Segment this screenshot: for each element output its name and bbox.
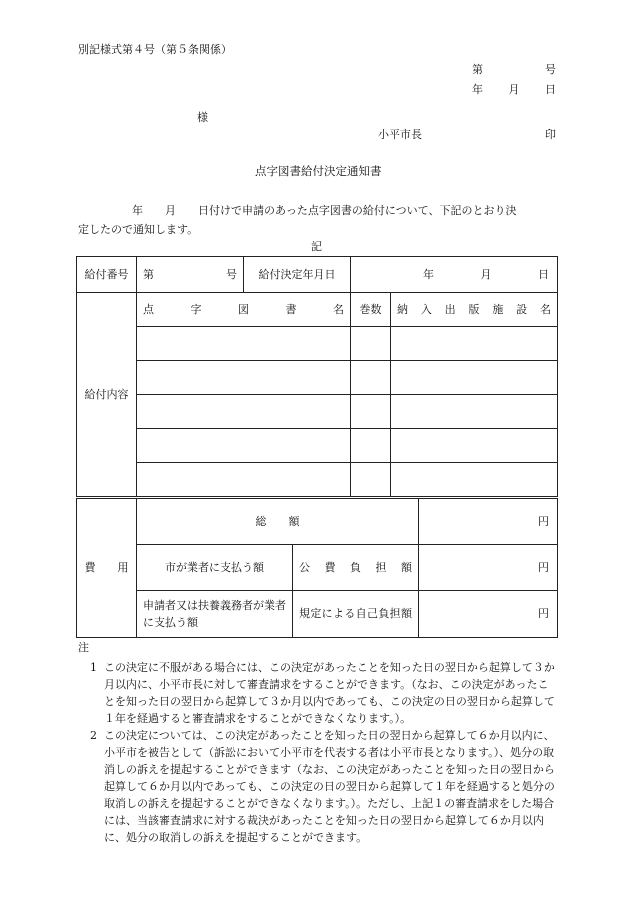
publisher-cell	[391, 463, 558, 497]
table-row	[77, 327, 558, 361]
volumes-cell	[351, 463, 391, 497]
cost-table	[76, 498, 558, 638]
book-name-header: 点 字 図 書 名	[137, 293, 351, 327]
book-name-cell	[137, 327, 351, 361]
publisher-header: 納入出版施設名	[391, 293, 558, 327]
intro-text-line1: 年 月 日付けで申請のあった点字図書の給付について、下記のとおり決	[132, 204, 517, 217]
benefit-number-cell: 第 号	[137, 257, 244, 293]
benefit-content-label: 給付内容	[77, 293, 137, 497]
city-pays-label: 市が業者に支払う額	[137, 545, 293, 591]
book-name-cell	[137, 395, 351, 429]
intro-text-line2: 定したので通知します。	[78, 223, 199, 236]
public-burden-yen: 円	[419, 545, 558, 591]
note-item: 2 この決定については、この決定があったことを知った日の翌日から起算して６か月以内に、小平市を被告として（訴訟において小平市を代表する者は小平市長となります。）、処分の取消しの訴えを提起することができます（なお、この決定があったことを知った日の翌日から起算して６か月以内であっても、この決定の日の翌日から起算して１年を経過すると処分の取消しの訴えを提起することができなくなります。）。ただし、上記１の審査請求をした場合には、当該審査請求に対する裁決があったことを知った日の翌日から起算して６か月以内に、処分の取消しの訴えを提起することができます。	[78, 727, 558, 846]
issuer-name: 小平市長	[378, 128, 422, 141]
decision-date-cell: 年 月 日	[351, 257, 558, 293]
total-amount-label: 総 額	[137, 499, 419, 545]
volumes-header: 巻数	[351, 293, 391, 327]
decision-date-label: 給付決定年月日	[244, 257, 351, 293]
volumes-cell	[351, 429, 391, 463]
ki-heading: 記	[311, 240, 322, 253]
cost-label: 費 用	[77, 499, 137, 638]
self-burden-yen: 円	[419, 591, 558, 638]
notes-label: 注	[78, 641, 89, 654]
applicant-pays-label: 申請者又は扶養義務者が業者に支払う額	[137, 591, 293, 638]
document-title: 点字図書給付決定通知書	[255, 164, 382, 178]
issue-date: 年 月 日	[472, 83, 556, 96]
publisher-cell	[391, 327, 558, 361]
public-burden-label: 公 費 負 担 額	[293, 545, 419, 591]
table-row	[77, 395, 558, 429]
table-row	[77, 361, 558, 395]
volumes-cell	[351, 395, 391, 429]
book-name-cell	[137, 463, 351, 497]
volumes-cell	[351, 361, 391, 395]
publisher-cell	[391, 395, 558, 429]
notes-list	[78, 659, 558, 846]
total-amount-yen: 円	[419, 499, 558, 545]
seal-mark: 印	[545, 128, 556, 141]
publisher-cell	[391, 361, 558, 395]
self-burden-label: 規定による自己負担額	[293, 591, 419, 638]
addressee: 様	[197, 111, 208, 124]
volumes-cell	[351, 327, 391, 361]
table-row	[77, 429, 558, 463]
benefit-table	[76, 256, 558, 497]
note-text: この決定については、この決定があったことを知った日の翌日から起算して６か月以内に、小平市を被告として（訴訟において小平市を代表する者は小平市長となります。）、処分の取消しの訴えを提起することができます（なお、この決定があったことを知った日の翌日から起算して６か月以内であっても、この決定の日の翌日から起算して１年を経過すると処分の取消しの訴えを提起することができなくなります。）。ただし、上記１の審査請求をした場合には、当該審査請求に対する裁決があったことを知った日の翌日から起算して６か月以内に、処分の取消しの訴えを提起することができます。	[104, 729, 555, 844]
table-row	[77, 463, 558, 497]
note-text: この決定に不服がある場合には、この決定があったことを知った日の翌日から起算して３か月以内に、小平市長に対して審査請求をすることができます。（なお、この決定があったことを知った日の翌日から起算して３か月以内であっても、この決定の日の翌日から起算して１年を経過すると審査請求をすることができなくなります。）。	[104, 661, 555, 725]
publisher-cell	[391, 429, 558, 463]
book-name-cell	[137, 429, 351, 463]
benefit-number-label: 給付番号	[77, 257, 137, 293]
form-label: 別記様式第４号（第５条関係）	[78, 43, 232, 56]
note-item: 1 この決定に不服がある場合には、この決定があったことを知った日の翌日から起算して３か月以内に、小平市長に対して審査請求をすることができます。（なお、この決定があったことを知った日の翌日から起算して３か月以内であっても、この決定の日の翌日から起算して１年を経過すると審査請求をすることができなくなります。）。	[78, 659, 558, 727]
document-number: 第 号	[472, 63, 556, 76]
book-name-cell	[137, 361, 351, 395]
